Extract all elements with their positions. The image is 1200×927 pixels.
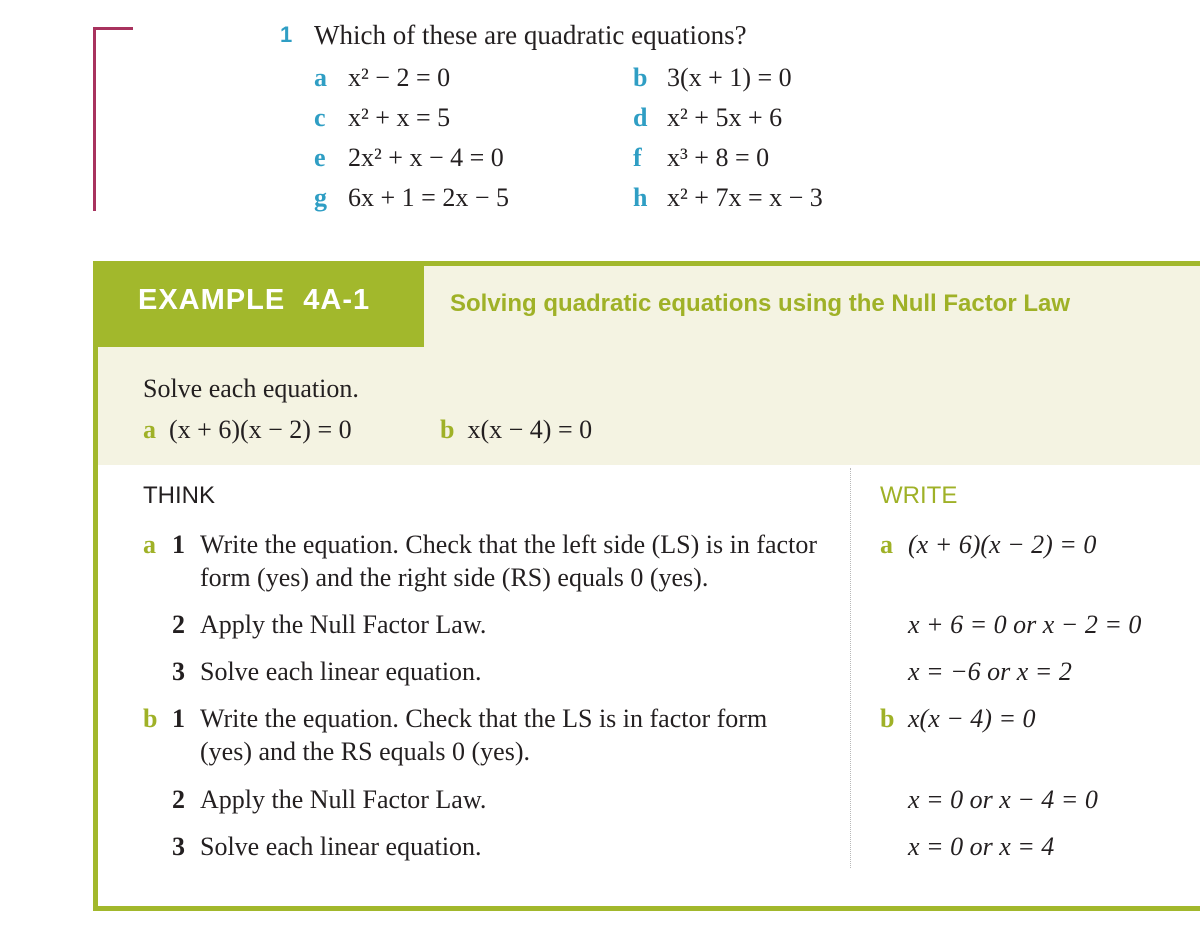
example-tab-label: EXAMPLE 4A-1 <box>138 284 371 316</box>
question-item-d: d x² + 5x + 6 <box>633 103 783 132</box>
write-part-a-label: a <box>880 530 893 559</box>
equation: 2x² + x − 4 = 0 <box>348 143 504 172</box>
question-item-f: f x³ + 8 = 0 <box>633 143 770 172</box>
think-b-step-1-number: 1 <box>172 704 185 733</box>
think-b-step-3-text: Solve each linear equation. <box>200 832 482 861</box>
column-divider <box>850 468 851 868</box>
think-heading: THINK <box>143 482 215 509</box>
equation: x² − 2 = 0 <box>348 63 451 92</box>
question-item-a: a x² − 2 = 0 <box>314 63 451 92</box>
question-item-h: h x² + 7x = x − 3 <box>633 183 823 212</box>
question-text: Which of these are quadratic equations? <box>314 20 747 50</box>
write-a-line-1: (x + 6)(x − 2) = 0 <box>908 530 1097 559</box>
equation: (x + 6)(x − 2) = 0 <box>169 415 352 444</box>
write-b-line-1: x(x − 4) = 0 <box>908 704 1036 733</box>
think-a-step-2-number: 2 <box>172 610 185 639</box>
equation: x² + 7x = x − 3 <box>667 183 823 212</box>
equation: x(x − 4) = 0 <box>467 415 593 444</box>
write-a-line-2: x + 6 = 0 or x − 2 = 0 <box>908 610 1142 639</box>
think-a-step-3-text: Solve each linear equation. <box>200 657 482 686</box>
think-a-step-2-text: Apply the Null Factor Law. <box>200 610 487 639</box>
margin-bracket <box>93 27 133 211</box>
think-a-step-3-number: 3 <box>172 657 185 686</box>
think-part-b-label: b <box>143 704 158 733</box>
think-a-step-1-text: Write the equation. Check that the left side (LS) is in factor form (yes) and the right side (RS) equals 0 (yes). <box>200 530 817 592</box>
think-b-step-2-number: 2 <box>172 785 185 814</box>
write-b-line-2: x = 0 or x − 4 = 0 <box>908 785 1098 814</box>
think-b-step-1-text: Write the equation. Check that the LS is in factor form (yes) and the RS equals 0 (yes). <box>200 704 768 766</box>
question-item-e: e 2x² + x − 4 = 0 <box>314 143 504 172</box>
example-title: Solving quadratic equations using the Null Factor Law <box>450 290 1071 317</box>
think-b-step-2-text: Apply the Null Factor Law. <box>200 785 487 814</box>
example-prompt: Solve each equation. <box>143 374 359 403</box>
question-item-c: c x² + x = 5 <box>314 103 451 132</box>
example-part-a: a (x + 6)(x − 2) = 0 <box>143 415 352 444</box>
think-part-a-label: a <box>143 530 156 559</box>
think-a-step-1-number: 1 <box>172 530 185 559</box>
equation: x³ + 8 = 0 <box>667 143 770 172</box>
write-heading: WRITE <box>880 482 958 509</box>
question-item-g: g 6x + 1 = 2x − 5 <box>314 183 509 212</box>
equation: 6x + 1 = 2x − 5 <box>348 183 509 212</box>
question-number: 1 <box>280 22 293 47</box>
equation: 3(x + 1) = 0 <box>667 63 792 92</box>
think-b-step-3-number: 3 <box>172 832 185 861</box>
write-b-line-3: x = 0 or x = 4 <box>908 832 1055 861</box>
write-part-b-label: b <box>880 704 895 733</box>
write-a-line-3: x = −6 or x = 2 <box>908 657 1072 686</box>
equation: x² + x = 5 <box>348 103 451 132</box>
equation: x² + 5x + 6 <box>667 103 783 132</box>
example-part-b: b x(x − 4) = 0 <box>440 415 593 444</box>
question-item-b: b 3(x + 1) = 0 <box>633 63 792 92</box>
